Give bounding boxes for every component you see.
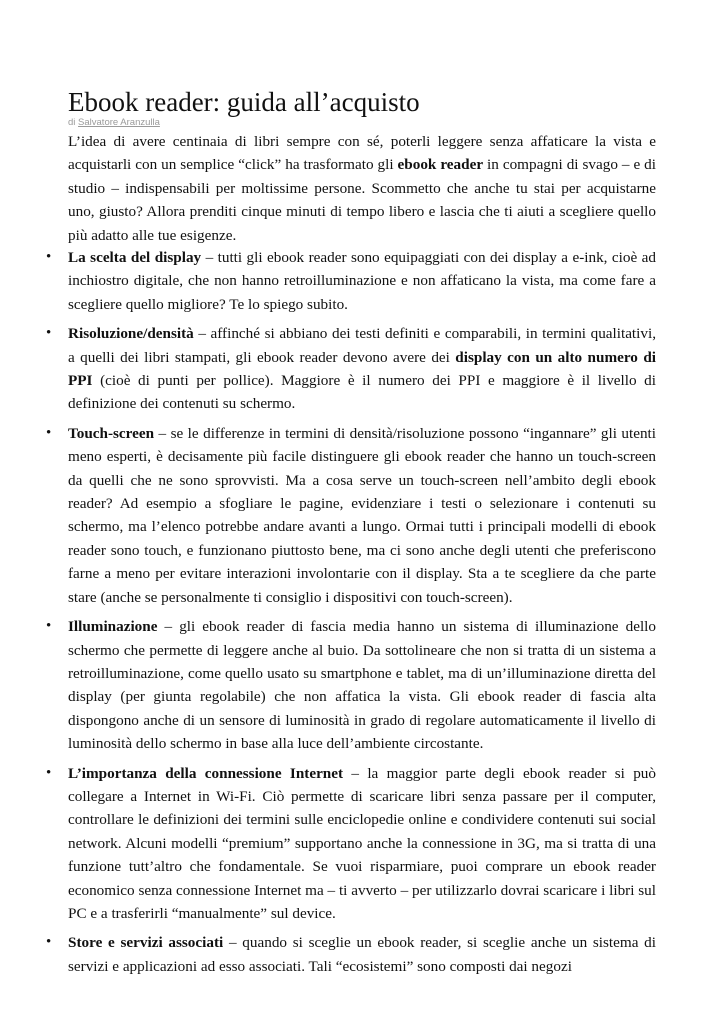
- intro-text: in compagni di svago – e di studio – indispensabili per moltissime persone. Scommetto che anche tu stai per acquistarne uno, giusto? Allora prenditi cinque minuti di tempo libero e lascia che ti aiuti a scegliere quello più adatto alle tue esigenze.: [68, 156, 656, 244]
- bullet-text: – se le differenze in termini di densità/risoluzione possono “ingannare” gli utenti meno esperti, è decisamente più facile distinguere gli ebook reader che hanno un touch-screen da quelli che ne sono sprovvisti. Ma a cosa serve un touch-screen nell’ambito degli ebook reader? Ad esempio a sfogliare le pagine, evidenziare i testi o selezionare i contenuti su schermo, ma l’elenco potrebbe andare avanti a lungo. Ormai tutti i principali modelli di ebook reader sono touch, e funzionano piuttosto bene, ma ci sono anche degli utenti che preferiscono farne a meno per evitare interazioni involontarie con il display. Sta a te scegliere da che parte stare (anche se personalmente ti consiglio i dispositivi con touch-screen).: [68, 424, 656, 606]
- list-item: [0, 246, 656, 316]
- bullet-heading: L’importanza della connessione Internet: [68, 764, 344, 782]
- bullet-dot: •: [46, 618, 52, 635]
- bullet-text: – affinché si abbiano dei testi definiti e comparabili, in termini qualitativi, a quelli dei libri stampati, gli ebook reader devono avere dei: [68, 325, 656, 366]
- list-item: [0, 322, 656, 416]
- bullet-heading: Illuminazione: [68, 618, 158, 636]
- list-item: [0, 422, 656, 609]
- intro-bold: ebook reader: [397, 156, 484, 174]
- bullet-heading: Risoluzione/densità: [68, 325, 194, 343]
- bullet-text: – tutti gli ebook reader sono equipaggiati con dei display a e-ink, cioè ad inchiostro digitale, che non hanno retroilluminazione e non affaticano la vista, ma come fare a scegliere quello migliore? Te lo spiego subito.: [68, 249, 656, 313]
- bullet-list: [0, 246, 725, 984]
- bullet-text: (cioè di punti per pollice). Maggiore è il numero dei PPI e maggiore è il livello di definizione dei contenuti su schermo.: [68, 372, 656, 413]
- bullet-dot: •: [46, 249, 52, 265]
- bullet-dot: •: [46, 325, 52, 342]
- list-item: [0, 762, 656, 926]
- author-link[interactable]: Salvatore Aranzulla: [78, 117, 160, 128]
- bullet-text: – quando si sceglie un ebook reader, si sceglie anche un sistema di servizi e applicazioni ad esso associati. Tali “ecosistemi” sono composti dai negozi: [68, 934, 656, 975]
- bullet-heading: Touch-screen: [68, 424, 155, 442]
- list-item: [0, 931, 656, 978]
- bullet-dot: •: [46, 424, 52, 441]
- byline-prefix: di: [68, 117, 79, 128]
- bullet-dot: •: [46, 934, 52, 951]
- list-item: [0, 615, 656, 755]
- intro-paragraph: [68, 130, 656, 247]
- intro-text: L’idea di avere centinaia di libri sempre con sé, poterli leggere senza affaticare la vista e acquistarli con un semplice “click” ha trasformato gli: [68, 133, 656, 174]
- bullet-heading: Store e servizi associati: [68, 934, 224, 952]
- byline: [68, 117, 160, 129]
- bullet-heading: La scelta del display: [68, 249, 202, 266]
- bullet-dot: •: [46, 764, 52, 781]
- bullet-bold: display con un alto numero di PPI: [68, 348, 656, 390]
- bullet-text: – la maggior parte degli ebook reader si può collegare a Internet in Wi-Fi. Ciò permette di scaricare libri senza passare per il computer, controllare le definizioni dei termini sulle enciclopedie online e condividere contenuti sui social network. Alcuni modelli “premium” supportano anche la connessione in 3G, ma si tratta di una funzione tutt’altro che fondamentale. Se vuoi risparmiare, puoi comprare un ebook reader economico senza connessione Internet ma – ti avverto – per utilizzarlo dovrai scaricare i libri sul PC e a trasferirli “manualmente” sul device.: [68, 764, 656, 922]
- bullet-text: – gli ebook reader di fascia media hanno un sistema di illuminazione dello schermo che permette di leggere anche al buio. Da sottolineare che non si tratta di un sistema a retroilluminazione, come quello usato su smartphone e tablet, ma di un’illuminazione diretta del display (per giunta regolabile) che non affatica la vista. Gli ebook reader di fascia alta dispongono anche di un sensore di luminosità in grado di regolare automaticamente il livello di luminosità dello schermo in base alla luce dell’ambiente circostante.: [68, 618, 656, 753]
- page-title: Ebook reader: guida all’acquisto: [68, 87, 420, 117]
